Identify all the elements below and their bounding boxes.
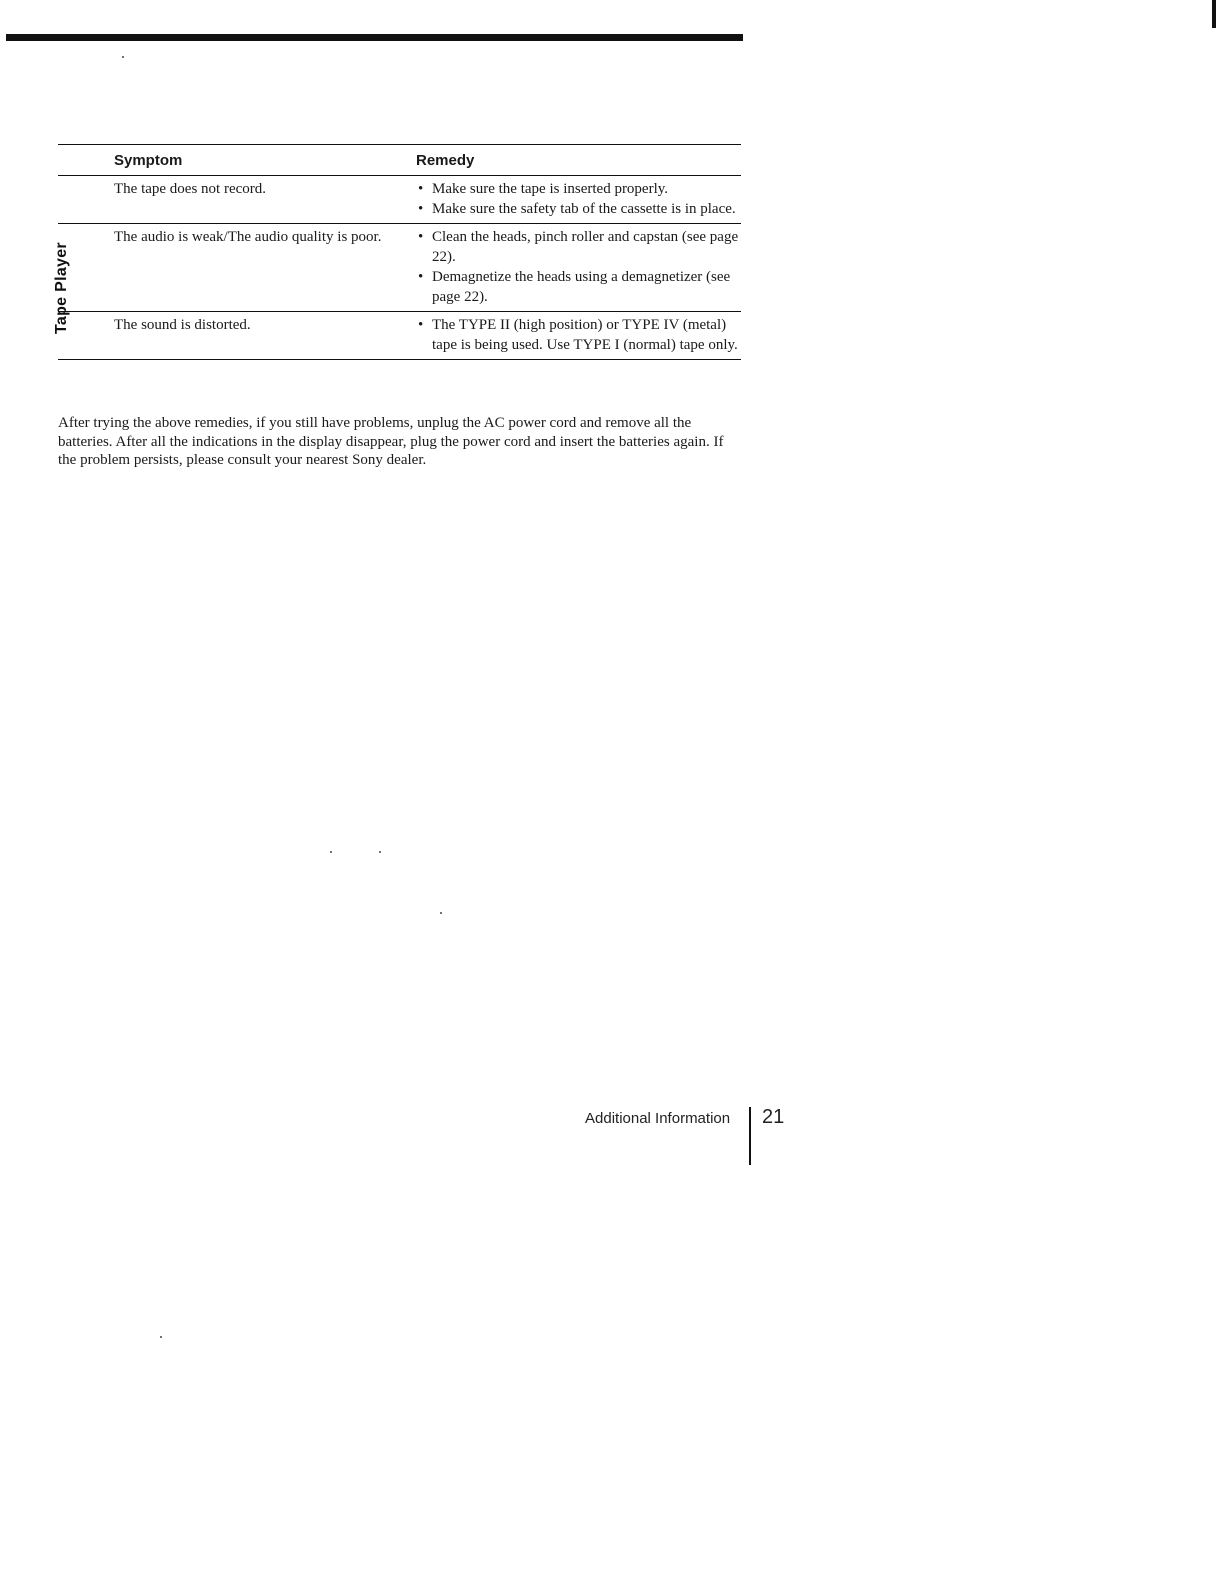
troubleshooting-table [58,144,741,360]
scan-speck [379,851,381,853]
table-row [58,224,741,312]
scan-speck [440,912,442,914]
remedy-header: Remedy [416,145,741,176]
footer-section-label: Additional Information [585,1110,731,1127]
remedy-item: • The TYPE II (high position) or TYPE IV (metal) tape is being used. Use TYPE I (normal) tape only. [416,315,741,355]
table-gutter [58,312,114,360]
table-row [58,312,741,360]
remedy-cell [416,224,741,312]
table-header-row [58,145,741,176]
corner-mark [1212,0,1216,28]
scan-speck [122,56,124,58]
table-gutter [58,145,114,176]
page-number: 21 [762,1106,785,1128]
footer-divider [749,1107,751,1165]
table-row [58,176,741,224]
troubleshooting-note: After trying the above remedies, if you still have problems, unplug the AC power cord and remove all the batteries. After all the indications in the display disappear, plug the power cord and insert the batteries again. If the problem persists, please consult your nearest Sony dealer. [58,415,724,468]
remedy-item: • Make sure the safety tab of the cassette is in place. [416,199,741,219]
symptom-cell: The tape does not record. [114,176,416,224]
remedy-item: • Demagnetize the heads using a demagnetizer (see page 22). [416,267,741,307]
remedy-cell [416,176,741,224]
table-gutter [58,224,114,312]
remedy-list [416,179,741,219]
scan-speck [160,1336,162,1338]
remedy-list [416,315,741,355]
section-tab: Tape Player [53,242,70,334]
remedy-list [416,227,741,307]
remedy-item: • Clean the heads, pinch roller and capstan (see page 22). [416,227,741,267]
header-rule [6,34,743,41]
symptom-header: Symptom [114,145,416,176]
symptom-cell: The sound is distorted. [114,312,416,360]
scan-speck [330,851,332,853]
remedy-item: • Make sure the tape is inserted properly. [416,179,741,199]
table-gutter [58,176,114,224]
remedy-cell [416,312,741,360]
symptom-cell: The audio is weak/The audio quality is poor. [114,224,416,312]
